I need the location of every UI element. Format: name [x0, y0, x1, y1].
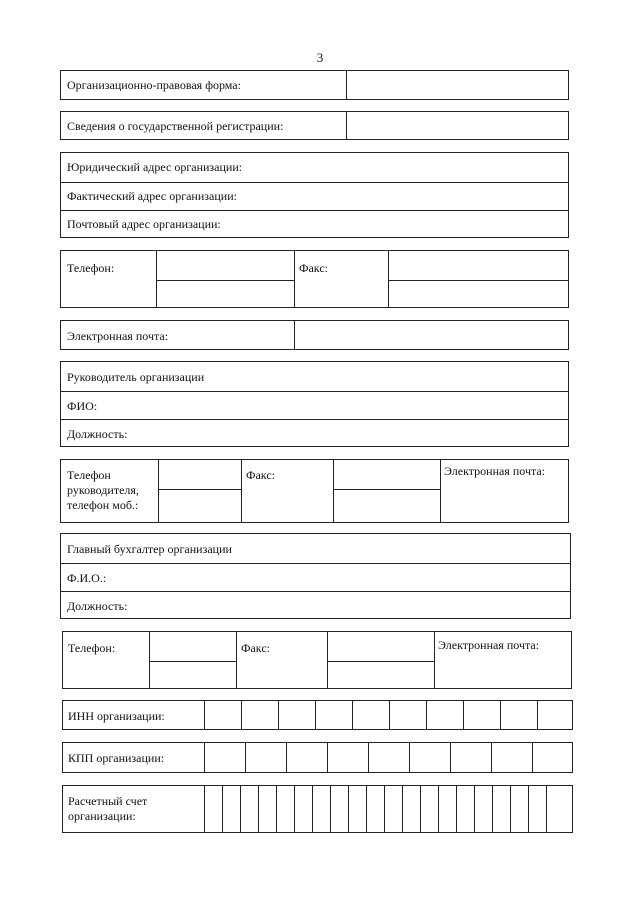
account-row — [62, 785, 573, 833]
legal-form-input[interactable] — [346, 71, 568, 99]
phone-label: Телефон: — [67, 261, 115, 275]
kpp-digit-cell[interactable] — [245, 743, 286, 772]
inn-digit-cell[interactable] — [537, 701, 572, 729]
account-label-line2: организации: — [68, 809, 136, 823]
kpp-row — [62, 742, 573, 773]
account-digit-cell[interactable] — [276, 786, 294, 832]
accountant-fio-field[interactable] — [61, 563, 570, 591]
state-registration-input[interactable] — [346, 112, 568, 139]
accountant-phone-label: Телефон: — [68, 641, 116, 655]
kpp-digit-cell[interactable] — [286, 743, 327, 772]
account-digit-cell[interactable] — [456, 786, 474, 832]
account-digit-cell[interactable] — [222, 786, 240, 832]
inn-digit-cell[interactable] — [241, 701, 278, 729]
head-phone-label-line2: руководителя, — [67, 483, 139, 497]
fax-label: Факс: — [299, 261, 328, 275]
accountant-block — [60, 533, 571, 619]
head-position-field[interactable] — [61, 419, 568, 447]
legal-form-row — [60, 70, 569, 100]
account-digit-cell[interactable] — [546, 786, 572, 832]
inn-digit-cell[interactable] — [463, 701, 500, 729]
inn-label: ИНН организации: — [68, 709, 165, 723]
actual-address-label: Фактический адрес организации: — [67, 189, 237, 203]
fax-label-cell — [294, 251, 388, 307]
head-email-cell[interactable] — [440, 460, 568, 522]
email-input[interactable] — [294, 321, 568, 349]
accountant-position-label: Должность: — [67, 599, 128, 613]
addresses-block — [60, 152, 569, 238]
inn-digit-cell[interactable] — [426, 701, 463, 729]
kpp-digit-cell[interactable] — [368, 743, 409, 772]
head-phone-divider — [159, 489, 241, 490]
head-fio-label: ФИО: — [67, 399, 98, 413]
kpp-digit-cell[interactable] — [532, 743, 572, 772]
head-fax-inputs — [333, 460, 440, 522]
phone-divider — [157, 280, 294, 281]
state-registration-label: Сведения о государственной регистрации: — [67, 119, 284, 133]
accountant-fax-label-cell — [236, 632, 327, 688]
legal-form-label: Организационно-правовая форма: — [67, 78, 241, 92]
head-phone-label-line3: телефон моб.: — [67, 498, 139, 512]
accountant-title: Главный бухгалтер организации — [67, 542, 232, 556]
accountant-email-cell[interactable] — [434, 632, 571, 688]
head-phone-label-line1: Телефон — [67, 468, 111, 482]
account-digit-cell[interactable] — [330, 786, 348, 832]
account-label — [68, 794, 198, 824]
account-digit-cell[interactable] — [528, 786, 546, 832]
email-row — [60, 320, 569, 350]
head-contacts-block — [60, 459, 569, 523]
inn-digit-cell[interactable] — [352, 701, 389, 729]
accountant-phone-divider — [150, 661, 236, 662]
account-digit-cell[interactable] — [294, 786, 312, 832]
legal-address-field[interactable] — [61, 153, 568, 182]
accountant-phone-inputs — [149, 632, 236, 688]
head-title: Руководитель организации — [67, 370, 205, 384]
head-email-label: Электронная почта: — [444, 464, 546, 478]
account-digit-cell[interactable] — [510, 786, 528, 832]
kpp-digit-cell[interactable] — [327, 743, 368, 772]
account-digit-cell[interactable] — [366, 786, 384, 832]
head-block — [60, 361, 569, 447]
accountant-fax-inputs — [327, 632, 434, 688]
head-position-label: Должность: — [67, 427, 128, 441]
legal-address-label: Юридический адрес организации: — [67, 160, 243, 174]
account-digit-cell[interactable] — [492, 786, 510, 832]
phone-inputs — [156, 251, 294, 307]
account-digit-cell[interactable] — [474, 786, 492, 832]
inn-row — [62, 700, 573, 730]
accountant-fax-label: Факс: — [241, 641, 270, 655]
head-fax-label: Факс: — [246, 468, 275, 482]
fax-inputs — [388, 251, 568, 307]
accountant-email-label: Электронная почта: — [438, 638, 540, 652]
kpp-label: КПП организации: — [68, 751, 165, 765]
head-phone-label — [67, 468, 159, 513]
account-digit-cell[interactable] — [204, 786, 222, 832]
accountant-contacts-block — [62, 631, 572, 689]
head-fax-label-cell — [241, 460, 333, 522]
state-registration-row — [60, 111, 569, 140]
accountant-position-field[interactable] — [61, 591, 570, 619]
accountant-fax-divider — [328, 661, 434, 662]
inn-digit-cell[interactable] — [500, 701, 537, 729]
kpp-digit-cell[interactable] — [409, 743, 450, 772]
email-label: Электронная почта: — [67, 329, 169, 343]
account-digit-cell[interactable] — [420, 786, 438, 832]
kpp-digit-cell[interactable] — [450, 743, 491, 772]
postal-address-label: Почтовый адрес организации: — [67, 217, 221, 231]
account-digit-cell[interactable] — [348, 786, 366, 832]
account-digit-cell[interactable] — [240, 786, 258, 832]
account-digit-cell[interactable] — [258, 786, 276, 832]
account-digit-cell[interactable] — [384, 786, 402, 832]
head-fio-field[interactable] — [61, 391, 568, 419]
inn-digit-cell[interactable] — [278, 701, 315, 729]
account-label-line1: Расчетный счет — [68, 794, 148, 808]
actual-address-field[interactable] — [61, 182, 568, 210]
account-digit-cell[interactable] — [312, 786, 330, 832]
account-digit-cell[interactable] — [402, 786, 420, 832]
kpp-digit-cell[interactable] — [204, 743, 245, 772]
head-fax-divider — [334, 489, 440, 490]
phone-fax-block — [60, 250, 569, 308]
inn-digit-cell[interactable] — [389, 701, 426, 729]
inn-digit-cell[interactable] — [204, 701, 241, 729]
account-digit-cell[interactable] — [438, 786, 456, 832]
postal-address-field[interactable] — [61, 210, 568, 238]
kpp-digit-cell[interactable] — [491, 743, 532, 772]
inn-digit-cell[interactable] — [315, 701, 352, 729]
fax-divider — [389, 280, 568, 281]
head-phone-inputs — [158, 460, 241, 522]
page-number: 3 — [316, 50, 324, 65]
accountant-fio-label: Ф.И.О.: — [67, 571, 107, 585]
